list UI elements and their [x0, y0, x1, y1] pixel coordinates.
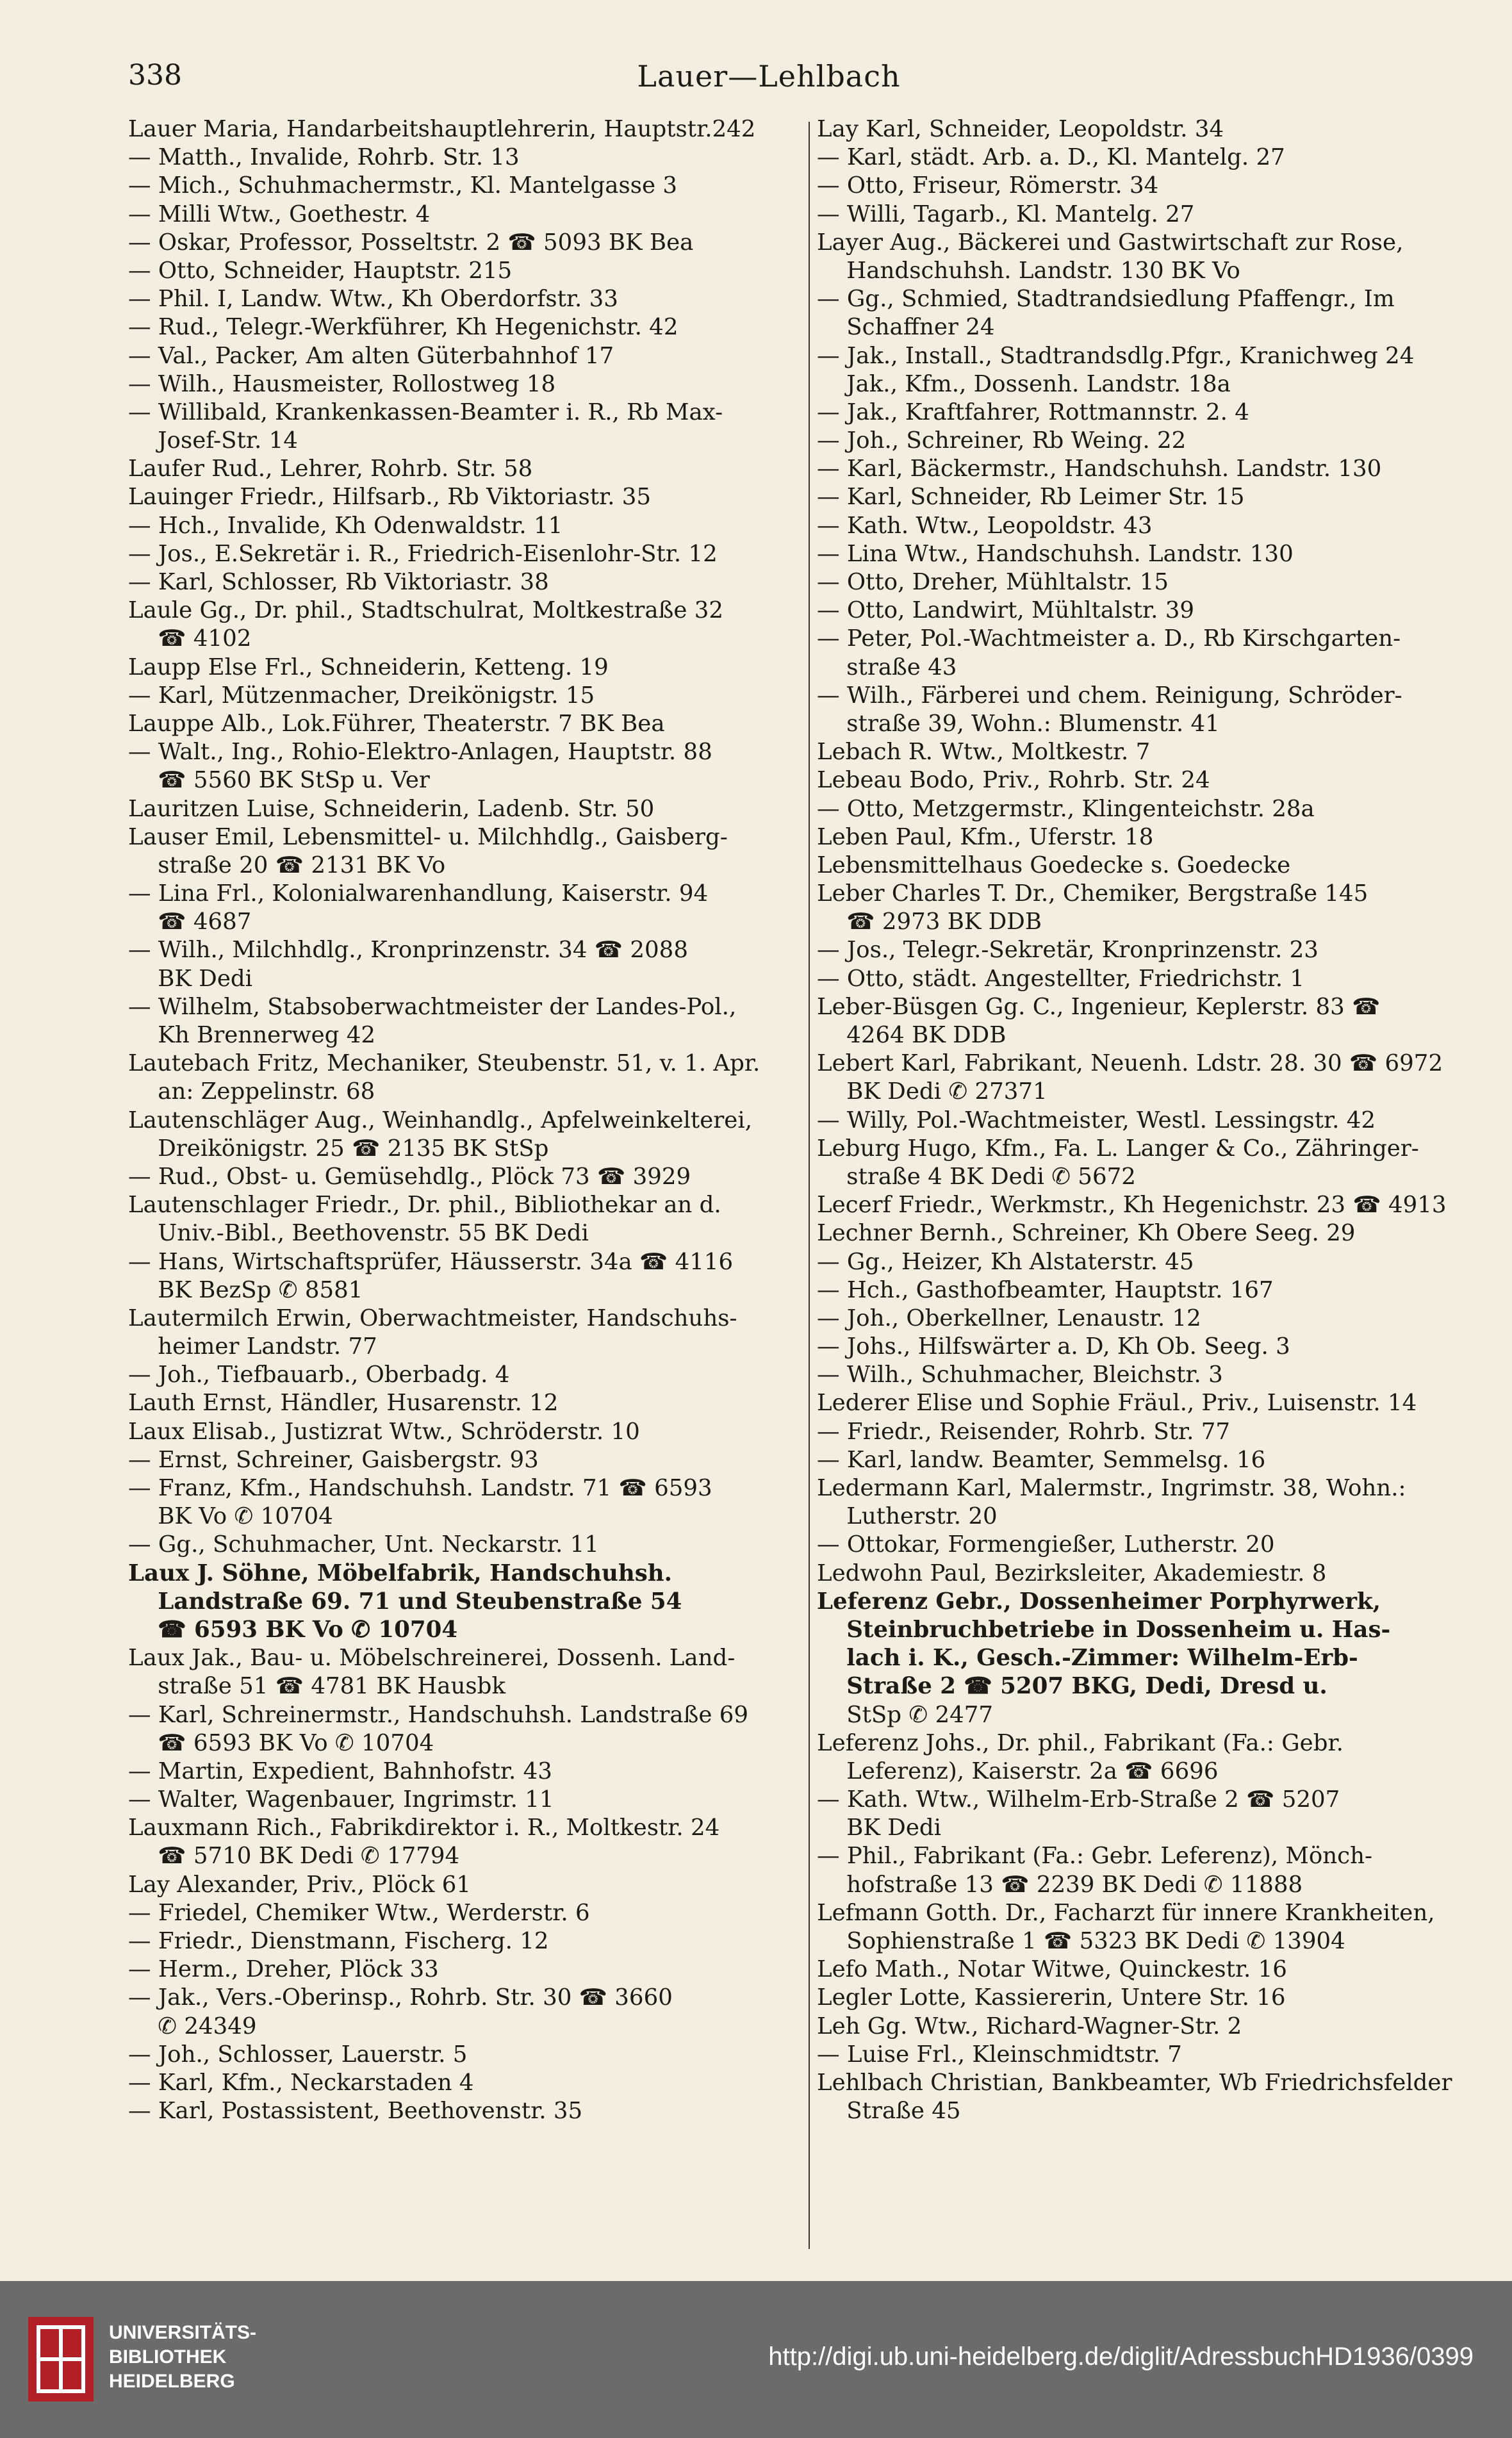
directory-entry-line: Lautebach Fritz, Mechaniker, Steubenstr. 51, v. 1. Apr.: [128, 1050, 760, 1077]
directory-entry-line: ☎ 2973 BK DDB: [846, 909, 1042, 935]
directory-entry-line: ☎ 5560 BK StSp u. Ver: [158, 767, 430, 794]
directory-entry-line: — Franz, Kfm., Handschuhsh. Landstr. 71 ☎ 6593: [128, 1475, 712, 1501]
directory-entry-line: Landstraße 69. 71 und Steubenstraße 54: [158, 1588, 682, 1615]
directory-entry-line: — Joh., Oberkellner, Lenaustr. 12: [817, 1305, 1201, 1331]
directory-entry-line: — Hch., Invalide, Kh Odenwaldstr. 11: [128, 512, 563, 539]
directory-entry-line: Leh Gg. Wtw., Richard-Wagner-Str. 2: [817, 2013, 1242, 2039]
directory-entry-line: — Lina Wtw., Handschuhsh. Landstr. 130: [817, 540, 1294, 567]
directory-entry-line: ☎ 4687: [158, 909, 252, 935]
directory-entry-line: — Gg., Schmied, Stadtrandsiedlung Pfaffengr., Im: [817, 286, 1395, 313]
directory-entry-line: Lautenschlager Friedr., Dr. phil., Bibliothekar an d.: [128, 1192, 721, 1219]
directory-entry-line: — Friedr., Dienstmann, Fischerg. 12: [128, 1928, 549, 1954]
directory-entry-line: Leben Paul, Kfm., Uferstr. 18: [817, 823, 1154, 850]
directory-entry-line: — Matth., Invalide, Rohrb. Str. 13: [128, 144, 520, 171]
directory-entry-line: ☎ 6593 BK Vo ✆ 10704: [158, 1616, 458, 1643]
library-name: [109, 2321, 256, 2394]
directory-entry-line: Leferenz Gebr., Dossenheimer Porphyrwerk,: [817, 1588, 1381, 1615]
directory-entry-line: — Jak., Vers.-Oberinsp., Rohrb. Str. 30 ☎ 3660: [128, 1984, 673, 2011]
directory-entry-line: ✆ 24349: [158, 2013, 257, 2039]
directory-entry-line: Lauth Ernst, Händler, Husarenstr. 12: [128, 1390, 559, 1417]
directory-entry-line: — Rud., Telegr.-Werkführer, Kh Hegenichstr. 42: [128, 314, 678, 341]
directory-entry-line: Leferenz), Kaiserstr. 2a ☎ 6696: [846, 1758, 1219, 1784]
directory-entry-line: — Karl, Postassistent, Beethovenstr. 35: [128, 2098, 583, 2125]
directory-entry-line: Lay Alexander, Priv., Plöck 61: [128, 1871, 472, 1898]
page-title: Lauer—Lehlbach: [637, 59, 901, 94]
directory-entry-line: — Martin, Expedient, Bahnhofstr. 43: [128, 1758, 552, 1784]
directory-entry-line: Lauser Emil, Lebensmittel- u. Milchhdlg., Gaisberg-: [128, 823, 728, 850]
directory-entry-line: — Willi, Tagarb., Kl. Mantelg. 27: [817, 201, 1195, 227]
directory-entry-line: — Karl, Kfm., Neckarstaden 4: [128, 2069, 474, 2096]
directory-entry-line: Lebensmittelhaus Goedecke s. Goedecke: [817, 852, 1291, 878]
directory-entry-line: Laufer Rud., Lehrer, Rohrb. Str. 58: [128, 456, 533, 482]
directory-entry-line: — Kath. Wtw., Wilhelm-Erb-Straße 2 ☎ 5207: [817, 1786, 1340, 1813]
left-column: [128, 115, 814, 2125]
directory-entry-line: — Hans, Wirtschaftsprüfer, Häusserstr. 34a ☎ 4116: [128, 1248, 734, 1275]
directory-entry-line: Lauinger Friedr., Hilfsarb., Rb Viktoriastr. 35: [128, 484, 651, 511]
directory-entry-line: Lecerf Friedr., Werkmstr., Kh Hegenichstr. 23 ☎ 4913: [817, 1192, 1447, 1219]
directory-entry-line: — Jak., Install., Stadtrandsdlg.Pfgr., Kranichweg 24: [817, 342, 1415, 369]
directory-entry-line: hofstraße 13 ☎ 2239 BK Dedi ✆ 11888: [846, 1871, 1303, 1898]
directory-entry-line: Lebert Karl, Fabrikant, Neuenh. Ldstr. 28. 30 ☎ 6972: [817, 1050, 1443, 1077]
directory-entry-line: Lehlbach Christian, Bankbeamter, Wb Friedrichsfelder: [817, 2069, 1452, 2096]
directory-entry-line: Straße 2 ☎ 5207 BKG, Dedi, Dresd u.: [846, 1673, 1327, 1700]
directory-entry-line: Ledwohn Paul, Bezirksleiter, Akademiestr. 8: [817, 1560, 1327, 1586]
directory-entry-line: — Phil., Fabrikant (Fa.: Gebr. Leferenz), Mönch-: [817, 1843, 1373, 1870]
page-header: [128, 59, 1409, 104]
directory-entry-line: — Peter, Pol.-Wachtmeister a. D., Rb Kirschgarten-: [817, 625, 1401, 652]
directory-entry-line: Laule Gg., Dr. phil., Stadtschulrat, Moltkestraße 32: [128, 597, 724, 624]
directory-entry-line: Steinbruchbetriebe in Dossenheim u. Has-: [846, 1616, 1391, 1643]
directory-entry-line: — Willy, Pol.-Wachtmeister, Westl. Lessingstr. 42: [817, 1107, 1376, 1133]
directory-entry-line: Leber-Büsgen Gg. C., Ingenieur, Keplerstr. 83 ☎: [817, 993, 1381, 1020]
directory-entry-line: Laux J. Söhne, Möbelfabrik, Handschuhsh.: [128, 1560, 672, 1586]
directory-entry-line: — Jak., Kraftfahrer, Rottmannstr. 2. 4: [817, 399, 1249, 425]
directory-entry-line: — Otto, Friseur, Römerstr. 34: [817, 172, 1159, 199]
directory-entry-line: straße 20 ☎ 2131 BK Vo: [158, 852, 446, 878]
directory-entry-line: — Kath. Wtw., Leopoldstr. 43: [817, 512, 1153, 539]
directory-entry-line: Lauppe Alb., Lok.Führer, Theaterstr. 7 BK Bea: [128, 710, 665, 737]
directory-entry-line: BK Dedi: [846, 1815, 942, 1841]
directory-entry-line: — Karl, Mützenmacher, Dreikönigstr. 15: [128, 682, 595, 709]
directory-entry-line: straße 39, Wohn.: Blumenstr. 41: [846, 710, 1220, 737]
directory-entry-line: — Jos., Telegr.-Sekretär, Kronprinzenstr. 23: [817, 937, 1319, 964]
directory-entry-line: — Karl, Bäckermstr., Handschuhsh. Landstr. 130: [817, 456, 1382, 482]
directory-entry-line: Lebeau Bodo, Priv., Rohrb. Str. 24: [817, 767, 1210, 794]
directory-entry-line: — Karl, Schlosser, Rb Viktoriastr. 38: [128, 569, 549, 595]
page-number: 338: [128, 59, 182, 92]
directory-entry-line: — Jos., E.Sekretär i. R., Friedrich-Eisenlohr-Str. 12: [128, 540, 718, 567]
directory-entry-line: ☎ 6593 BK Vo ✆ 10704: [158, 1729, 434, 1756]
library-seal-icon: [26, 2314, 96, 2404]
directory-entry-line: BK Dedi: [158, 965, 253, 992]
directory-entry-line: — Val., Packer, Am alten Güterbahnhof 17: [128, 342, 614, 369]
directory-entry-line: Laupp Else Frl., Schneiderin, Ketteng. 19: [128, 654, 609, 680]
directory-entry-line: Lautermilch Erwin, Oberwachtmeister, Handschuhs-: [128, 1305, 737, 1331]
directory-entry-line: BK Dedi ✆ 27371: [846, 1078, 1048, 1105]
directory-entry-line: Sophienstraße 1 ☎ 5323 BK Dedi ✆ 13904: [846, 1928, 1345, 1954]
directory-entry-line: — Wilh., Hausmeister, Rollostweg 18: [128, 370, 556, 397]
directory-entry-line: — Walt., Ing., Rohio-Elektro-Anlagen, Hauptstr. 88: [128, 739, 712, 766]
directory-entry-line: — Karl, Schneider, Rb Leimer Str. 15: [817, 484, 1245, 511]
directory-entry-line: Layer Aug., Bäckerei und Gastwirtschaft zur Rose,: [817, 229, 1404, 256]
directory-entry-line: Lutherstr. 20: [846, 1503, 998, 1530]
directory-entry-line: — Karl, landw. Beamter, Semmelsg. 16: [817, 1446, 1266, 1473]
directory-entry-line: Legler Lotte, Kassiererin, Untere Str. 16: [817, 1984, 1286, 2011]
directory-entry-line: Straße 45: [846, 2098, 961, 2125]
directory-entry-line: Lauxmann Rich., Fabrikdirektor i. R., Moltkestr. 24: [128, 1815, 720, 1841]
directory-entry-line: Lederer Elise und Sophie Fräul., Priv., Luisenstr. 14: [817, 1390, 1417, 1417]
column-divider: [809, 122, 810, 2249]
directory-entry-line: — Hch., Gasthofbeamter, Hauptstr. 167: [817, 1276, 1274, 1303]
directory-entry-line: BK Vo ✆ 10704: [158, 1503, 333, 1530]
directory-entry-line: Schaffner 24: [846, 314, 995, 341]
directory-entry-line: Jak., Kfm., Dossenh. Landstr. 18a: [846, 370, 1231, 397]
directory-entry-line: Dreikönigstr. 25 ☎ 2135 BK StSp: [158, 1135, 549, 1162]
right-column: [817, 115, 1496, 2125]
library-line: BIBLIOTHEK: [109, 2346, 227, 2368]
directory-entry-line: BK BezSp ✆ 8581: [158, 1276, 363, 1303]
directory-entry-line: Leburg Hugo, Kfm., Fa. L. Langer & Co., Zähringer-: [817, 1135, 1419, 1162]
directory-entry-line: Lauritzen Luise, Schneiderin, Ladenb. Str. 50: [128, 795, 655, 822]
directory-entry-line: — Friedr., Reisender, Rohrb. Str. 77: [817, 1418, 1230, 1445]
directory-entry-line: Handschuhsh. Landstr. 130 BK Vo: [846, 257, 1240, 284]
directory-entry-line: — Willibald, Krankenkassen-Beamter i. R., Rb Max-: [128, 399, 723, 425]
directory-entry-line: — Joh., Schlosser, Lauerstr. 5: [128, 2041, 468, 2068]
directory-entry-line: Lautenschläger Aug., Weinhandlg., Apfelweinkelterei,: [128, 1107, 753, 1133]
directory-entry-line: straße 43: [846, 654, 957, 680]
directory-entry-line: — Wilhelm, Stabsoberwachtmeister der Landes-Pol.,: [128, 993, 737, 1020]
directory-entry-line: Leferenz Johs., Dr. phil., Fabrikant (Fa.: Gebr.: [817, 1729, 1344, 1756]
directory-entry-line: — Lina Frl., Kolonialwarenhandlung, Kaiserstr. 94: [128, 880, 709, 907]
directory-entry-line: 4264 BK DDB: [846, 1022, 1007, 1048]
directory-entry-line: — Wilh., Schuhmacher, Bleichstr. 3: [817, 1362, 1223, 1388]
library-line: UNIVERSITÄTS-: [109, 2322, 257, 2343]
directory-entry-line: — Wilh., Milchhdlg., Kronprinzenstr. 34 ☎ 2088: [128, 937, 688, 964]
directory-entry-line: — Karl, Schreinermstr., Handschuhsh. Landstraße 69: [128, 1701, 748, 1728]
footer-bar: [0, 2281, 1512, 2438]
directory-entry-line: lach i. K., Gesch.-Zimmer: Wilhelm-Erb-: [846, 1645, 1358, 1672]
directory-entry-line: Ledermann Karl, Malermstr., Ingrimstr. 38, Wohn.:: [817, 1475, 1406, 1501]
directory-entry-line: — Otto, Landwirt, Mühltalstr. 39: [817, 597, 1195, 624]
directory-entry-line: straße 51 ☎ 4781 BK Hausbk: [158, 1673, 506, 1700]
directory-entry-line: — Wilh., Färberei und chem. Reinigung, Schröder-: [817, 682, 1402, 709]
directory-entry-line: Lechner Bernh., Schreiner, Kh Obere Seeg. 29: [817, 1220, 1356, 1247]
directory-entry-line: Univ.-Bibl., Beethovenstr. 55 BK Dedi: [158, 1220, 589, 1247]
directory-entry-line: — Mich., Schuhmachermstr., Kl. Mantelgasse 3: [128, 172, 678, 199]
directory-entry-line: — Johs., Hilfswärter a. D, Kh Ob. Seeg. 3: [817, 1333, 1290, 1360]
directory-entry-line: straße 4 BK Dedi ✆ 5672: [846, 1163, 1136, 1190]
directory-entry-line: — Walter, Wagenbauer, Ingrimstr. 11: [128, 1786, 554, 1813]
directory-entry-line: — Milli Wtw., Goethestr. 4: [128, 201, 431, 227]
directory-entry-line: — Joh., Tiefbauarb., Oberbadg. 4: [128, 1362, 510, 1388]
directory-entry-line: Leber Charles T. Dr., Chemiker, Bergstraße 145: [817, 880, 1368, 907]
library-line: HEIDELBERG: [109, 2371, 235, 2392]
directory-entry-line: Lefo Math., Notar Witwe, Quinckestr. 16: [817, 1956, 1287, 1983]
directory-entry-line: — Luise Frl., Kleinschmidtstr. 7: [817, 2041, 1182, 2068]
directory-entry-line: — Rud., Obst- u. Gemüsehdlg., Plöck 73 ☎ 3929: [128, 1163, 691, 1190]
directory-entry-line: — Ernst, Schreiner, Gaisbergstr. 93: [128, 1446, 539, 1473]
directory-entry-line: Josef-Str. 14: [158, 427, 298, 454]
directory-entry-line: — Gg., Heizer, Kh Alstaterstr. 45: [817, 1248, 1194, 1275]
directory-entry-line: — Otto, Schneider, Hauptstr. 215: [128, 257, 513, 284]
directory-entry-line: Laux Jak., Bau- u. Möbelschreinerei, Dossenh. Land-: [128, 1645, 735, 1672]
directory-entry-line: — Friedel, Chemiker Wtw., Werderstr. 6: [128, 1899, 590, 1926]
directory-entry-line: an: Zeppelinstr. 68: [158, 1078, 375, 1105]
directory-entry-line: ☎ 4102: [158, 625, 252, 652]
directory-entry-line: Kh Brennerweg 42: [158, 1022, 376, 1048]
directory-entry-line: StSp ✆ 2477: [846, 1701, 994, 1728]
directory-entry-line: — Karl, städt. Arb. a. D., Kl. Mantelg. 27: [817, 144, 1285, 171]
directory-entry-line: — Otto, Dreher, Mühltalstr. 15: [817, 569, 1169, 595]
directory-entry-line: — Gg., Schuhmacher, Unt. Neckarstr. 11: [128, 1531, 599, 1558]
directory-entry-line: — Phil. I, Landw. Wtw., Kh Oberdorfstr. 33: [128, 286, 618, 313]
directory-entry-line: Lefmann Gotth. Dr., Facharzt für innere Krankheiten,: [817, 1899, 1435, 1926]
directory-entry-line: — Joh., Schreiner, Rb Weing. 22: [817, 427, 1187, 454]
directory-entry-line: ☎ 5710 BK Dedi ✆ 17794: [158, 1843, 460, 1870]
directory-entry-line: Lay Karl, Schneider, Leopoldstr. 34: [817, 116, 1224, 142]
directory-entry-line: — Otto, Metzgermstr., Klingenteichstr. 28a: [817, 795, 1315, 822]
directory-entry-line: — Oskar, Professor, Posseltstr. 2 ☎ 5093 BK Bea: [128, 229, 694, 256]
directory-entry-line: Lauer Maria, Handarbeitshauptlehrerin, Hauptstr.242: [128, 116, 756, 142]
directory-entry-line: — Herm., Dreher, Plöck 33: [128, 1956, 439, 1983]
directory-entry-line: Lebach R. Wtw., Moltkestr. 7: [817, 739, 1151, 766]
source-url-link[interactable]: http://digi.ub.uni-heidelberg.de/diglit/AdressbuchHD1936/0399: [768, 2343, 1474, 2371]
directory-entry-line: heimer Landstr. 77: [158, 1333, 377, 1360]
directory-entry-line: — Otto, städt. Angestellter, Friedrichstr. 1: [817, 965, 1305, 992]
directory-entry-line: Laux Elisab., Justizrat Wtw., Schröderstr. 10: [128, 1418, 640, 1445]
directory-entry-line: — Ottokar, Formengießer, Lutherstr. 20: [817, 1531, 1275, 1558]
